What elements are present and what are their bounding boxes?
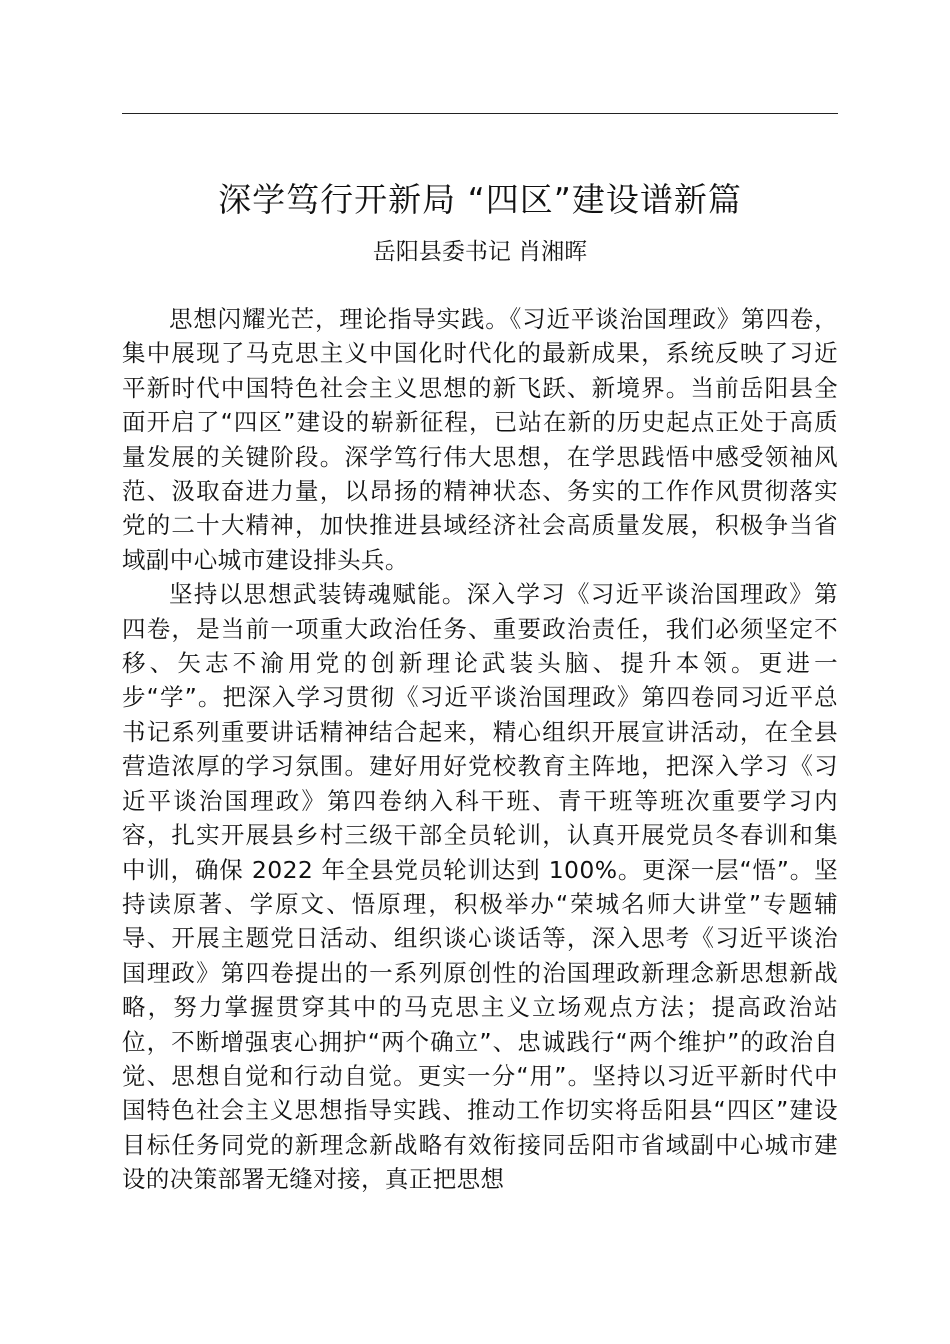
article-body [122,302,838,1197]
header-rule [122,113,838,114]
paragraph: 思想闪耀光芒，理论指导实践。《习近平谈治国理政》第四卷，集中展现了马克思主义中国化时代化的最新成果，系统反映了习近平新时代中国特色社会主义思想的新飞跃、新境界。当前岳阳县全面开启了“四区”建设的崭新征程，已站在新的历史起点正处于高质量发展的关键阶段。深学笃行伟大思想，在学思践悟中感受领袖风范、汲取奋进力量，以昂扬的精神状态、务实的工作作风贯彻落实党的二十大精神，加快推进县域经济社会高质量发展，积极争当省域副中心城市建设排头兵。 [122,305,838,574]
article-byline: 岳阳县委书记 肖湘晖 [372,239,588,265]
paragraph: 坚持以思想武装铸魂赋能。深入学习《习近平谈治国理政》第四卷，是当前一项重大政治任务、重要政治责任，我们必须坚定不移、矢志不渝用党的创新理论武装头脑、提升本领。更进一步“学”。把深入学习贯彻《习近平谈治国理政》第四卷同习近平总书记系列重要讲话精神结合起来，精心组织开展宣讲活动，在全县营造浓厚的学习氛围。建好用好党校教育主阵地，把深入学习《习近平谈治国理政》第四卷纳入科干班、青干班等班次重要学习内容，扎实开展县乡村三级干部全员轮训，认真开展党员冬春训和集中训，确保 2022 年全县党员轮训达到 100%。更深一层“悟”。坚持读原著、学原文、悟原理，积极举办“荣城名师大讲堂”专题辅导、开展主题党日活动、组织谈心谈话等，深入思考《习近平谈治国理政》第四卷提出的一系列原创性的治国理政新理念新思想新战略，努力掌握贯穿其中的马克思主义立场观点方法；提高政治站位，不断增强衷心拥护“两个确立”、忠诚践行“两个维护”的政治自觉、思想自觉和行动自觉。更实一分“用”。坚持以习近平新时代中国特色社会主义思想指导实践、推动工作切实将岳阳县“四区”建设目标任务同党的新理念新战略有效衔接同岳阳市省域副中心城市建设的决策部署无缝对接，真正把思想 [122,580,838,1194]
article-title: 深学笃行开新局 “四区”建设谱新篇 [218,180,742,219]
